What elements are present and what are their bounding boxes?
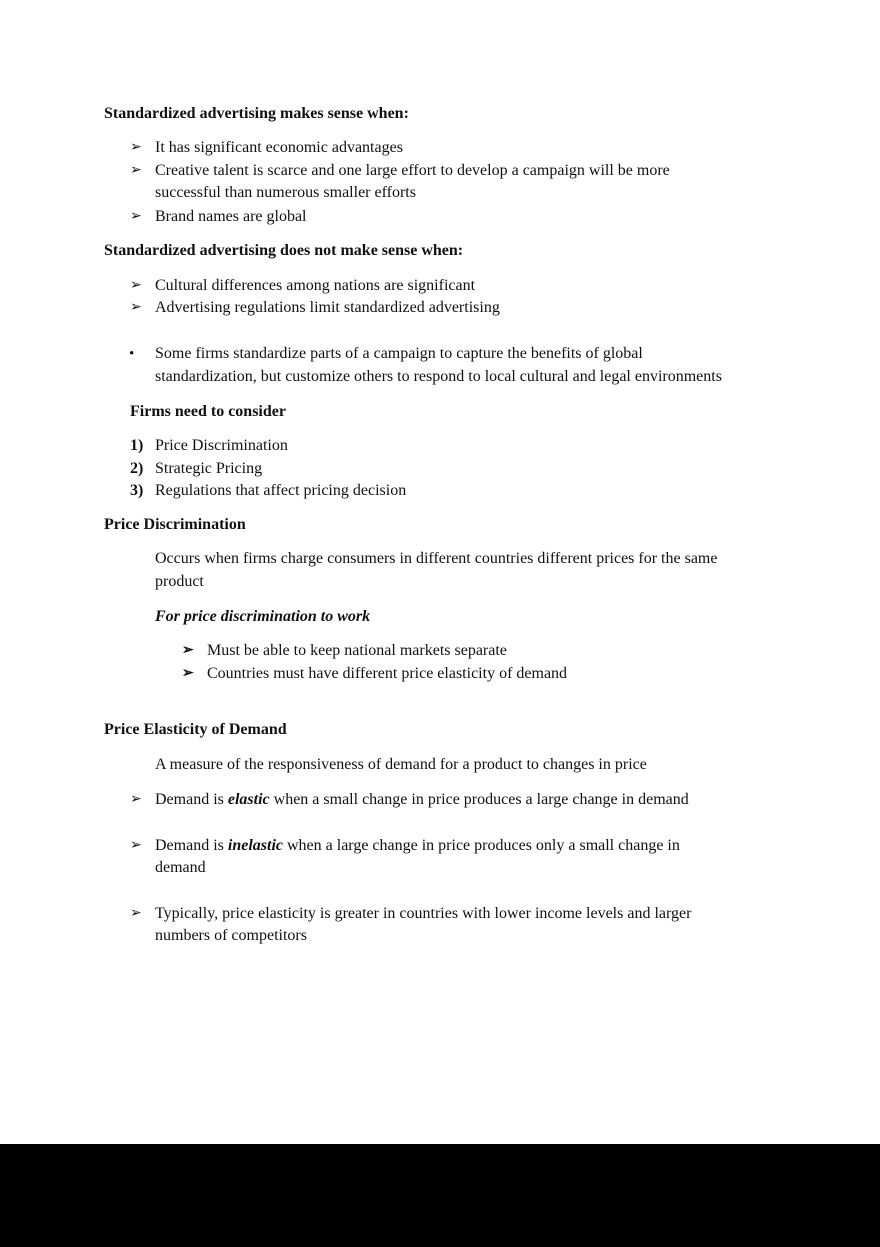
text: Demand is: [155, 837, 228, 854]
list-number: 3): [130, 482, 144, 499]
list-item-continuation: numbers of competitors: [155, 927, 307, 944]
text: when a large change in price produces only a small change in: [282, 837, 680, 854]
list-item: Must be able to keep national markets separate: [207, 642, 507, 659]
list-item: Countries must have different price elasticity of demand: [207, 665, 568, 682]
list-number: 1): [130, 437, 144, 454]
arrow-bullet-icon: ➢: [130, 140, 142, 155]
subheading-price-discrimination-work: For price discrimination to work: [155, 608, 371, 625]
heading-standardized-makes-sense: Standardized advertising makes sense when:: [104, 105, 409, 122]
text: when a small change in price produces a large change in demand: [269, 791, 689, 808]
list-item: Typically, price elasticity is greater in countries with lower income levels and larger: [155, 905, 692, 922]
arrow-bullet-icon: ➢: [130, 792, 142, 807]
paragraph-line: product: [155, 573, 204, 590]
arrow-bullet-icon: ➢: [130, 300, 142, 315]
numbered-item: Regulations that affect pricing decision: [155, 482, 407, 499]
arrow-bullet-icon: ➢: [130, 209, 142, 224]
arrow-bullet-icon: ➢: [182, 666, 194, 681]
arrow-bullet-icon: ➢: [130, 278, 142, 293]
numbered-item: Price Discrimination: [155, 437, 288, 454]
list-item: Brand names are global: [155, 208, 307, 225]
text: Demand is: [155, 791, 228, 808]
emphasis: elastic: [227, 791, 270, 808]
heading-price-discrimination: Price Discrimination: [104, 516, 246, 533]
heading-price-elasticity: Price Elasticity of Demand: [104, 721, 287, 738]
arrow-bullet-icon: ➢: [182, 643, 194, 658]
list-item: Advertising regulations limit standardized advertising: [155, 299, 500, 316]
round-bullet-icon: •: [129, 346, 135, 362]
arrow-bullet-icon: ➢: [130, 838, 142, 853]
list-item: Cultural differences among nations are significant: [155, 277, 476, 294]
list-number: 2): [130, 460, 144, 477]
list-item-continuation: successful than numerous smaller efforts: [155, 184, 416, 201]
emphasis: inelastic: [227, 837, 283, 854]
arrow-bullet-icon: ➢: [130, 906, 142, 921]
arrow-bullet-icon: ➢: [130, 163, 142, 178]
heading-standardized-not-sense: Standardized advertising does not make sense when:: [104, 242, 464, 259]
paragraph-line: A measure of the responsiveness of demand for a product to changes in price: [155, 756, 647, 773]
paragraph-line: standardization, but customize others to respond to local cultural and legal environments: [155, 368, 722, 385]
numbered-item: Strategic Pricing: [155, 460, 263, 477]
heading-firms-consider: Firms need to consider: [130, 403, 286, 420]
list-item: It has significant economic advantages: [155, 139, 403, 156]
paragraph-line: Some firms standardize parts of a campaign to capture the benefits of global: [155, 345, 643, 362]
list-item-continuation: demand: [155, 859, 206, 876]
list-item: Creative talent is scarce and one large effort to develop a campaign will be more: [155, 162, 670, 179]
paragraph-line: Occurs when firms charge consumers in different countries different prices for the same: [155, 550, 718, 567]
list-item: [155, 835, 680, 857]
list-item: [155, 789, 689, 811]
